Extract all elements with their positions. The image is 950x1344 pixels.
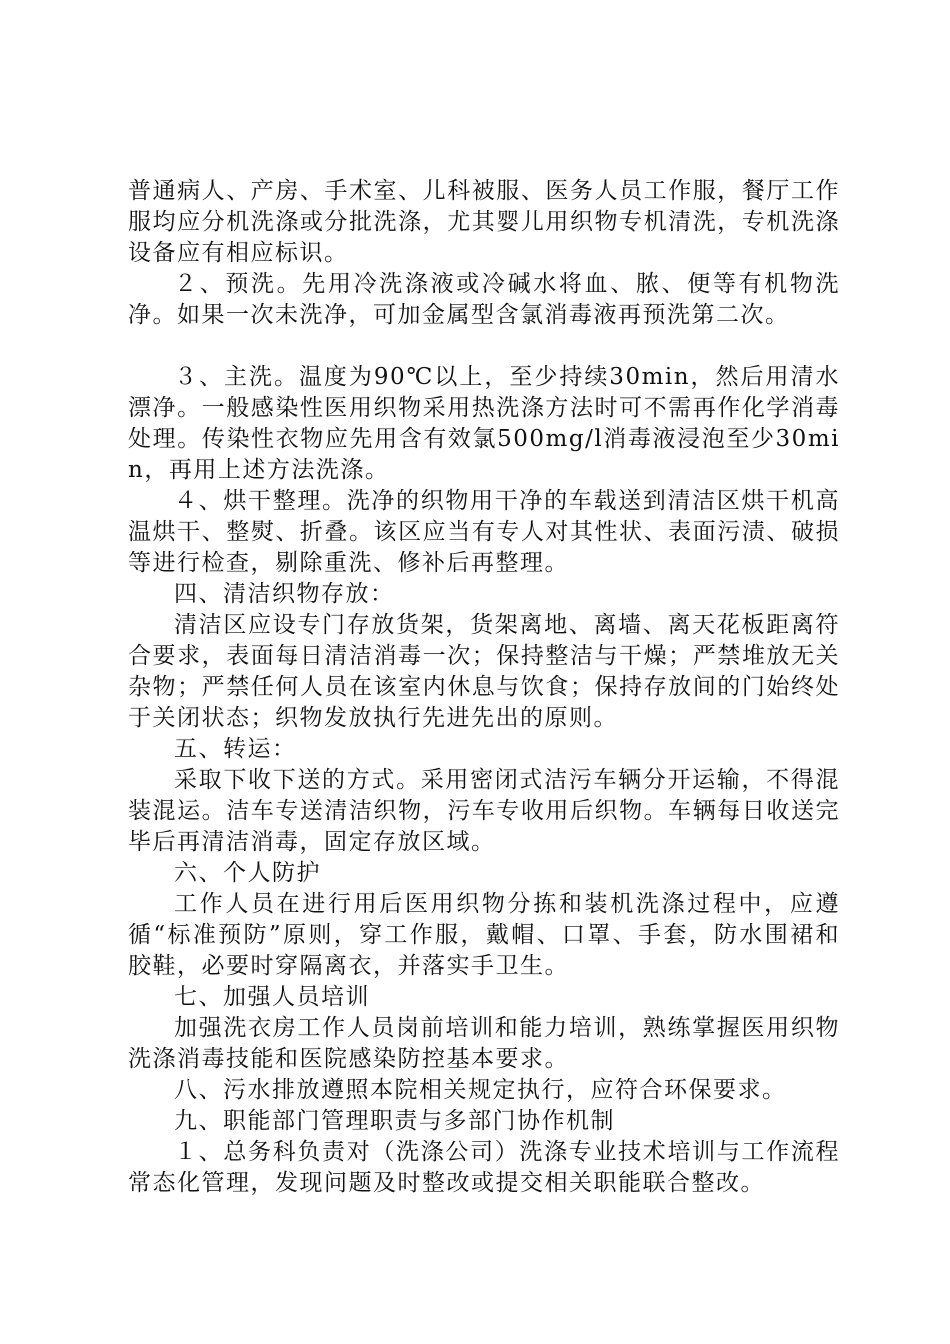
paragraph-prewash: ２、预洗。先用冷洗涤液或冷碱水将血、脓、便等有机物洗净。如果一次未洗净，可加金属型含氯消毒液再预洗第二次。 — [128, 271, 840, 328]
heading-clean-storage: 四、清洁织物存放： — [174, 581, 395, 607]
heading-personal-protection: 六、个人防护 — [174, 860, 321, 886]
paragraph-drying: ４、烘干整理。洗净的织物用干净的车载送到清洁区烘干机高温烘干、整熨、折叠。该区应当有专人对其性状、表面污渍、破损等进行检查，剔除重洗、修补后再整理。 — [128, 488, 840, 576]
heading-transport: 五、转运： — [174, 736, 297, 762]
heading-staff-training: 七、加强人员培训 — [174, 984, 370, 1010]
paragraph-staff-training: 加强洗衣房工作人员岗前培训和能力培训，熟练掌握医用织物洗涤消毒技能和医院感染防控基本要求。 — [128, 1015, 840, 1072]
paragraph-sorting-rules: 普通病人、产房、手术室、儿科被服、医务人员工作服，餐厅工作服均应分机洗涤或分批洗涤，尤其婴儿用织物专机清洗，专机洗涤设备应有相应标识。 — [128, 178, 840, 266]
heading-sewage-discharge: 八、污水排放遵照本院相关规定执行，应符合环保要求。 — [174, 1077, 787, 1103]
paragraph-main-wash: ３、主洗。温度为90℃以上，至少持续30min，然后用清水漂净。一般感染性医用织物采用热洗涤方法时可不需再作化学消毒处理。传染性衣物应先用含有效氯500mg/l消毒液浸泡至少30min，再用上述方法洗涤。 — [128, 364, 840, 483]
paragraph-personal-protection: 工作人员在进行用后医用织物分拣和装机洗涤过程中，应遵循“标准预防”原则，穿工作服，戴帽、口罩、手套，防水围裙和胶鞋，必要时穿隔离衣，并落实手卫生。 — [128, 891, 840, 979]
paragraph-transport: 采取下收下送的方式。采用密闭式洁污车辆分开运输，不得混装混运。洁车专送清洁织物，污车专收用后织物。车辆每日收送完毕后再清洁消毒，固定存放区域。 — [128, 767, 840, 855]
paragraph-general-affairs: １、总务科负责对（洗涤公司）洗涤专业技术培训与工作流程常态化管理，发现问题及时整改或提交相关职能联合整改。 — [128, 1139, 840, 1196]
paragraph-clean-storage: 清洁区应设专门存放货架，货架离地、离墙、离天花板距离符合要求，表面每日清洁消毒一次；保持整洁与干燥；严禁堆放无关杂物；严禁任何人员在该室内休息与饮食；保持存放间的门始终处于关闭状态；织物发放执行先进先出的原则。 — [128, 612, 840, 731]
heading-department-duties: 九、职能部门管理职责与多部门协作机制 — [174, 1108, 615, 1134]
document-body — [128, 176, 840, 1199]
